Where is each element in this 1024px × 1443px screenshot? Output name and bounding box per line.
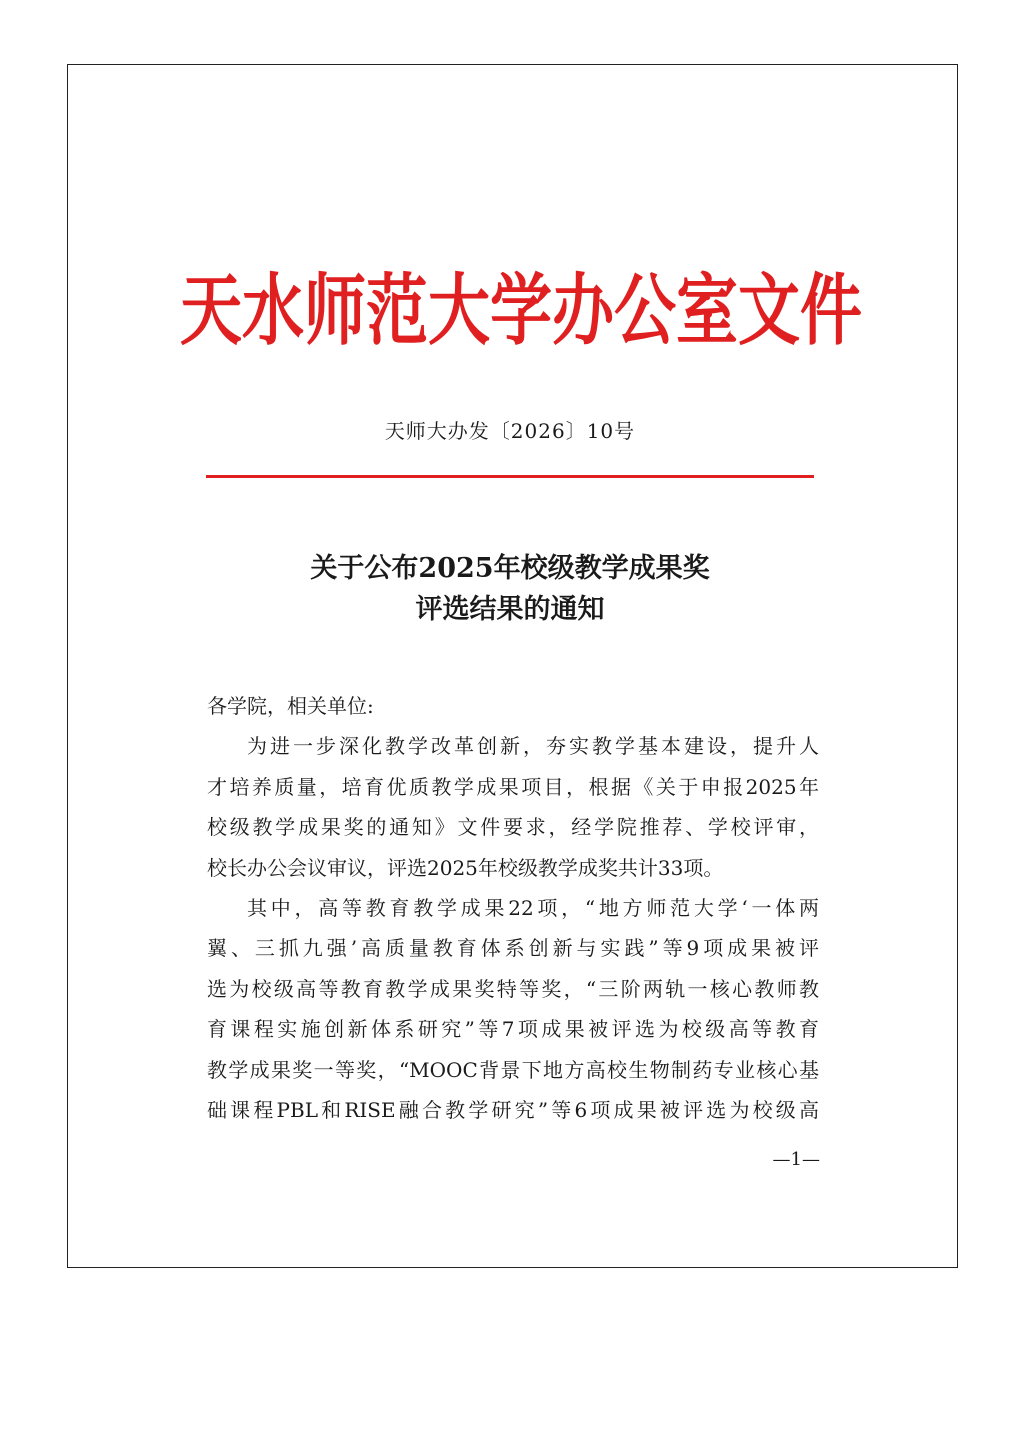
title-line-2: 评选结果的通知 [415, 594, 605, 625]
paragraph-1-line: 为进一步深化教学改革创新，夯实教学基本建设，提升人 [247, 734, 819, 759]
red-divider-line [206, 475, 814, 478]
paragraph-2-line: 础课程PBL和RISE融合教学研究”等6项成果被评选为校级高 [207, 1097, 819, 1122]
document-title [207, 548, 813, 630]
title-line-1: 关于公布2025年校级教学成果奖 [310, 553, 710, 584]
paragraph-1-line: 校级教学成果奖的通知》文件要求，经学院推荐、学校评审， [207, 815, 819, 840]
paragraph-2-line: 教学成果奖一等奖，“MOOC背景下地方高校生物制药专业核心基 [207, 1057, 819, 1082]
document-body [207, 686, 819, 1130]
paragraph-2-line: 选为校级高等教育教学成果奖特等奖，“三阶两轨一核心教师教 [207, 976, 819, 1001]
paragraph-1-line: 校长办公会议审议，评选2025年校级教学成奖共计33项。 [207, 855, 724, 880]
paragraph-2-line: 其中，高等教育教学成果22项，“地方师范大学‘一体两 [247, 895, 819, 920]
page-number: —1— [772, 1149, 820, 1170]
paragraph-2-line: 育课程实施创新体系研究”等7项成果被评选为校级高等教育 [207, 1017, 819, 1042]
salutation: 各学院，相关单位: [207, 694, 374, 718]
paragraph-2-line: 翼、三抓九强’高质量教育体系创新与实践”等9项成果被评 [207, 936, 819, 961]
document-number: 天师大办发〔2026〕10号 [384, 419, 636, 443]
paragraph-1-line: 才培养质量，培育优质教学成果项目，根据《关于申报2025年 [207, 774, 819, 799]
document-masthead: 天水师范大学办公室文件 [180, 264, 863, 356]
